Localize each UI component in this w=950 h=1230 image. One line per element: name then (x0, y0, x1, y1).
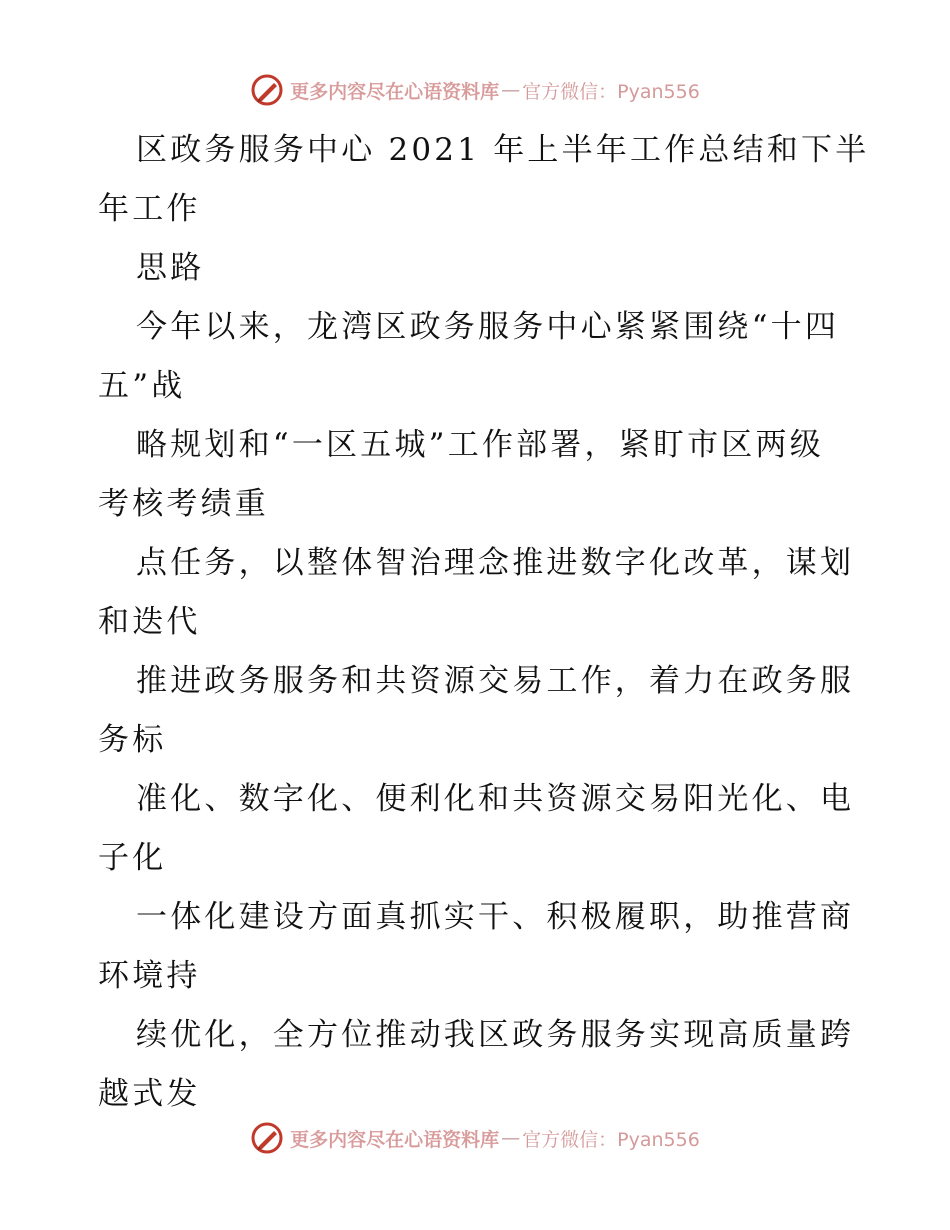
banner-brand-text: 更多内容尽在心语资料库 (290, 1128, 500, 1151)
banner-dash: — (501, 79, 521, 101)
text-line: 今年以来，龙湾区政务服务中心紧紧围绕“十四 (136, 309, 840, 345)
text-line: 续优化，全方位推动我区政务服务实现高质量跨 (136, 1017, 855, 1053)
document-body (98, 124, 870, 1127)
text-line: 点任务，以整体智治理念推进数字化改革，谋划 (136, 545, 855, 581)
text-line: 思路 (136, 250, 205, 286)
banner-wechat-text: 官方微信：Pyan556 (522, 80, 700, 103)
banner-brand-text: 更多内容尽在心语资料库 (290, 80, 500, 103)
text-line: 务标 (98, 722, 167, 758)
text-line: 一体化建设方面真抓实干、积极履职，助推营商 (136, 899, 855, 935)
text-line: 准化、数字化、便利化和共资源交易阳光化、电 (136, 781, 855, 817)
pen-logo-icon (250, 73, 284, 107)
text-line: 略规划和“一区五城”工作部署，紧盯市区两级 (136, 427, 824, 463)
text-line: 和迭代 (98, 604, 201, 640)
text-line: 区政务服务中心 2021 年上半年工作总结和下半 (136, 132, 870, 168)
banner-dash: — (501, 1127, 521, 1149)
text-line: 推进政务服务和共资源交易工作，着力在政务服 (136, 663, 855, 699)
header-banner (0, 70, 950, 110)
text-line: 越式发 (98, 1076, 201, 1112)
text-line: 环境持 (98, 958, 201, 994)
text-line: 子化 (98, 840, 167, 876)
text-line: 五”战 (98, 368, 186, 404)
text-line: 年工作 (98, 191, 201, 227)
footer-banner (0, 1118, 950, 1158)
banner-wechat-text: 官方微信：Pyan556 (522, 1128, 700, 1151)
pen-logo-icon (250, 1121, 284, 1155)
text-line: 考核考绩重 (98, 486, 269, 522)
